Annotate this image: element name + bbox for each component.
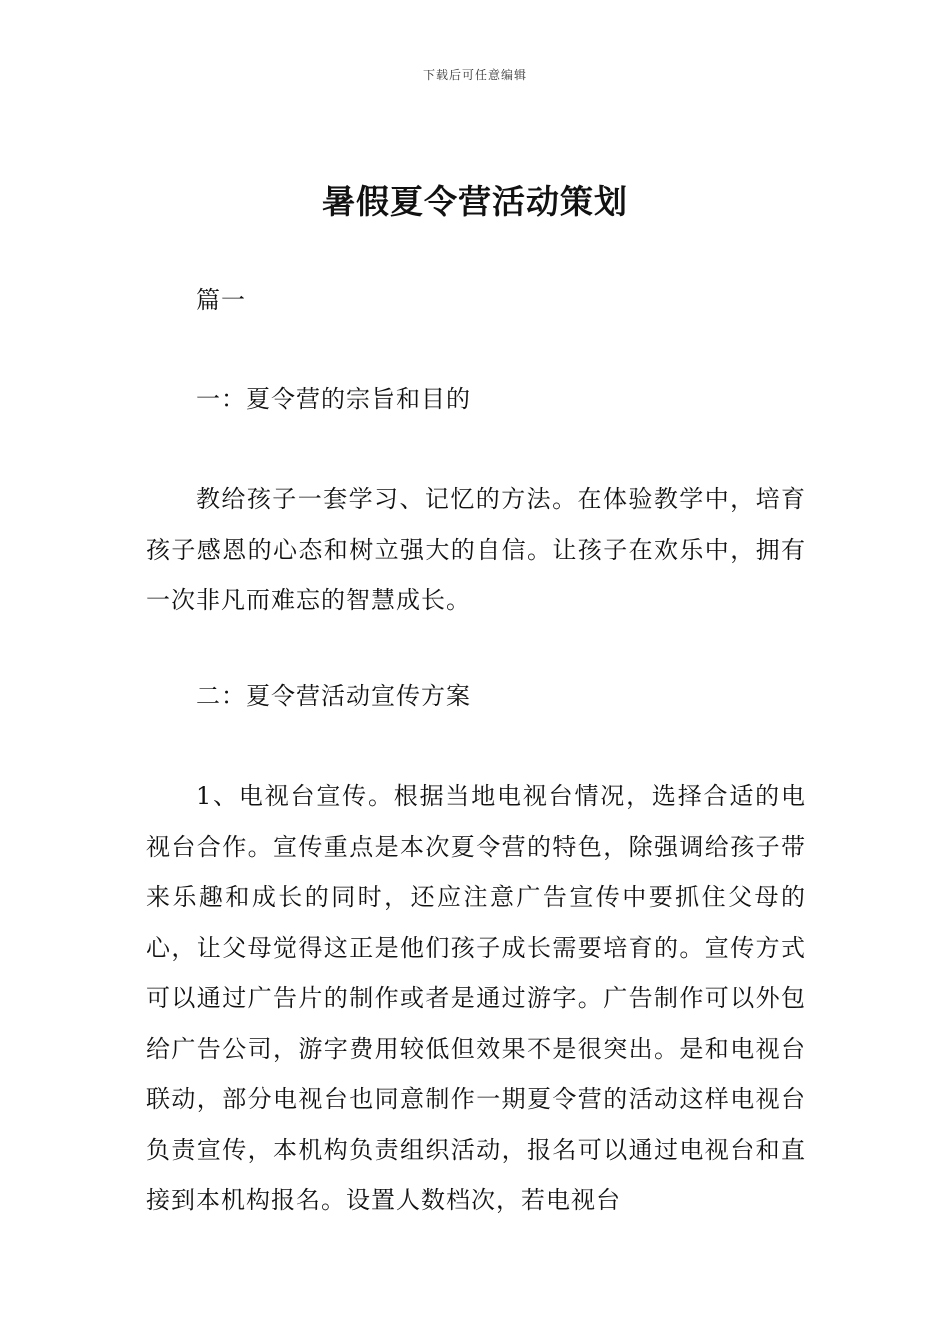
section-paragraph: 1、电视台宣传。根据当地电视台情况，选择合适的电视台合作。宣传重点是本次夏令营的特色，除强调给孩子带来乐趣和成长的同时，还应注意广告宣传中要抓住父母的心，让父母觉得这正是他们孩子成长需要培育的。宣传方式可以通过广告片的制作或者是通过游字。广告制作可以外包给广告公司，游字费用较低但效果不是很突出。是和电视台联动，部分电视台也同意制作一期夏令营的活动这样电视台负责宣传，本机构负责组织活动，报名可以通过电视台和直接到本机构报名。设置人数档次，若电视台	[146, 782, 806, 1214]
section-paragraph: 教给孩子一套学习、记忆的方法。在体验教学中，培育孩子感恩的心态和树立强大的自信。让孩子在欢乐中，拥有一次非凡而难忘的智慧成长。	[146, 485, 806, 614]
part-label: 篇一	[196, 286, 246, 314]
header-note: 下载后可任意编辑	[422, 68, 527, 82]
section-heading: 二：夏令营活动宣传方案	[196, 682, 471, 710]
section-heading: 一：夏令营的宗旨和目的	[196, 385, 471, 413]
document-title: 暑假夏令营活动策划	[322, 182, 628, 221]
